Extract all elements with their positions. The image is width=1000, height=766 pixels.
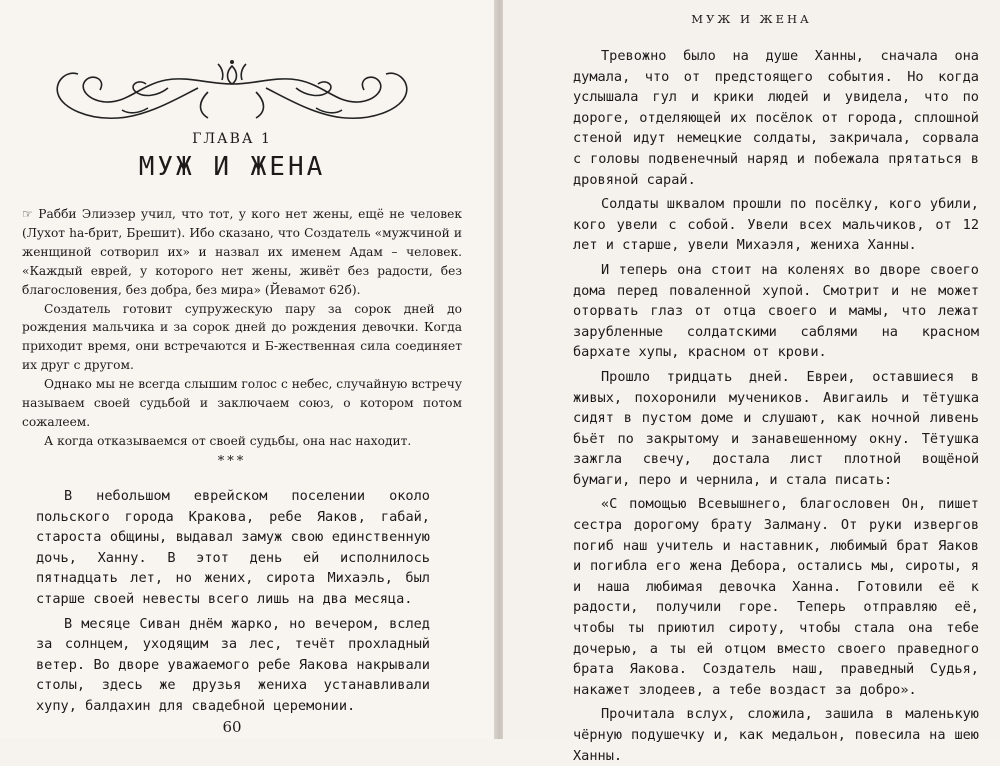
left-body-text	[36, 486, 430, 717]
body-paragraph: «С помощью Всевышнего, благословен Он, пишет сестра дорогому брату Залману. От руки извергов погиб наш учитель и наставник, любимый брат Яаков и погибла его жена Дебора, остались мы, сироты, я и наша любимая девочка Ханна. Готовили её к радости, получили горе. Теперь отправляю её, чтобы ты приютил сироту, чтобы стала она тебе дочерью, а ты ей отцом вместо своего праведного брата Яакова. Создатель наш, праведный Судья, накажет злодеев, а тебе воздаст за добро».	[573, 496, 979, 698]
right-page	[503, 0, 1000, 764]
section-separator: ***	[217, 454, 247, 469]
chapter-title: МУЖ И ЖЕНА	[138, 152, 326, 182]
body-paragraph: В небольшом еврейском поселении около польского города Кракова, ребе Яаков, габай, староста общины, выдавал замуж свою единственную дочь, Ханну. В этот день ей исполнилось пятнадцать лет, но жених, сирота Михаэль, был старше своей невесты всего лишь на два месяца.	[36, 488, 430, 607]
epigraph	[22, 205, 462, 451]
body-paragraph: Тревожно было на душе Ханны, сначала она думала, что от предстоящего события. Но когда услышала гул и крики людей и увидела, что по дороге, отделяющей их посёлок от города, сплошной стеной идут немецкие солдаты, закричала, сорвала с головы подвенечный наряд и побежала прятаться в дровяной сарай.	[573, 48, 979, 188]
running-head: МУЖ И ЖЕНА	[691, 12, 812, 26]
body-paragraph: Солдаты шквалом прошли по посёлку, кого убили, кого увели с собой. Увели всех мальчиков, от 12 лет и старше, увели Михаэля, жениха Ханны.	[573, 196, 979, 254]
chapter-label: ГЛАВА 1	[192, 131, 272, 147]
body-paragraph: И теперь она стоит на коленях во дворе своего дома перед поваленной хупой. Смотрит и не может оторвать глаз от отца своего и мамы, что лежат зарубленные солдатскими саблями на красном бархате хупы, красном от крови.	[573, 261, 979, 361]
pointing-hand-icon: ☞	[22, 207, 39, 221]
body-paragraph: Прочитала вслух, сложила, зашила в маленькую чёрную подушечку и, как медальон, повесила на шею Ханны.	[573, 706, 979, 764]
left-page	[0, 0, 497, 739]
body-paragraph: Прошло тридцать дней. Евреи, оставшиеся в живых, похоронили мучеников. Авигаиль и тётушка сидят в пустом доме и слушают, как ночной ливень бьёт по закрытому и занавешенному окну. Тётушка зажгла свечу, достала лист плотной вощёной бумаги, перо и чернила, и стала писать:	[573, 368, 979, 488]
epigraph-paragraph: Создатель готовит супружескую пару за сорок дней до рождения мальчика и за сорок дней до рождения девочки. Когда приходит время, они встречаются и Б-жественная сила соединяет их друг с другом.	[22, 301, 462, 373]
epigraph-paragraph: ☞ Рабби Элиэзер учил, что тот, у кого нет жены, ещё не человек (Лухот hа-брит, Брешит). Ибо сказано, что Создатель «мужчиной и женщиной сотворил их» и назвал их именем Адам – человек. «Каждый еврей, у которого нет жены, живёт без радости, без благословения, без добра, без мира» (Йевамот 62б).	[22, 207, 462, 297]
epigraph-paragraph: А когда отказываемся от своей судьбы, она нас находит.	[44, 433, 412, 448]
page-number: 60	[222, 718, 242, 736]
right-body-text	[573, 46, 979, 766]
body-paragraph: В месяце Сиван днём жарко, но вечером, вслед за солнцем, уходящим за лес, течёт прохладный ветер. Во дворе уважаемого ребе Яакова накрывали столы, здесь же друзья жениха устанавливали хупу, балдахин для свадебной церемонии.	[36, 615, 430, 714]
chapter-ornament	[48, 58, 416, 128]
epigraph-paragraph: Однако мы не всегда слышим голос с небес, случайную встречу называем своей судьбой и заключаем союз, о котором потом сожалеем.	[22, 377, 462, 429]
